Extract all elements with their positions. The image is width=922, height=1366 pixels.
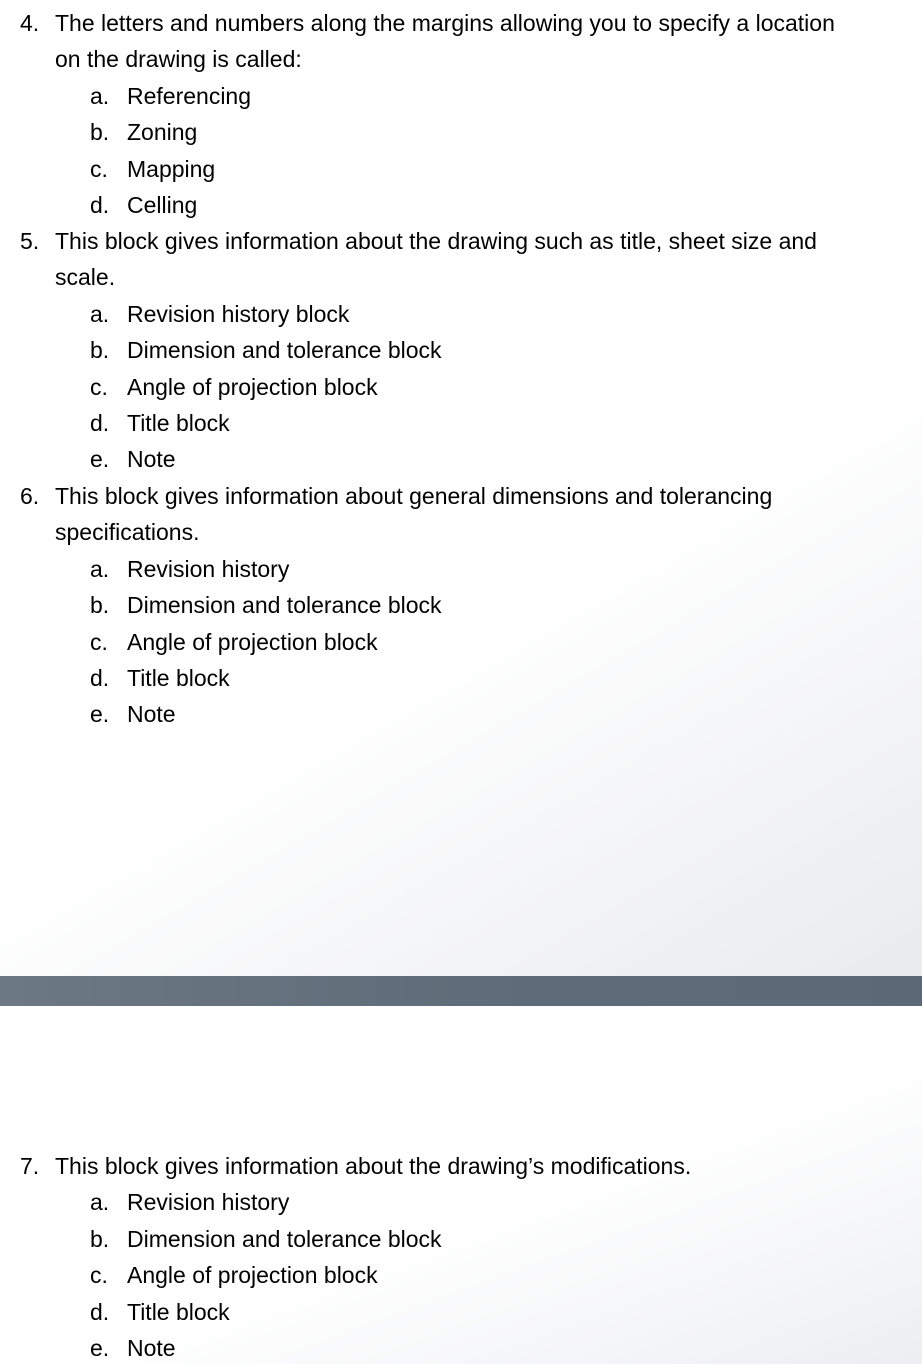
answer-option-b <box>0 114 922 150</box>
option-text: Dimension and tolerance block <box>127 1225 442 1252</box>
option-text: Title block <box>127 664 230 691</box>
question-text: specifications. <box>55 519 200 546</box>
question-line <box>0 478 922 514</box>
question-number: 7. <box>20 1153 40 1179</box>
question-line <box>0 259 922 295</box>
question-number: 4. <box>20 10 40 36</box>
option-letter: c. <box>90 373 108 400</box>
answer-option-a <box>0 296 922 332</box>
answer-option-e <box>0 696 922 732</box>
question-line <box>0 41 922 77</box>
question-line <box>0 1148 922 1184</box>
answer-option-d <box>0 1294 922 1330</box>
question-text: This block gives information about general dimensions and tolerancing <box>55 483 773 509</box>
option-letter: e. <box>90 446 110 473</box>
answer-option-b <box>0 1221 922 1257</box>
option-text: Referencing <box>127 82 252 109</box>
option-text: Angle of projection block <box>127 373 378 400</box>
answer-option-e <box>0 1330 922 1366</box>
option-text: Note <box>127 1334 176 1361</box>
option-letter: a. <box>90 1189 110 1216</box>
question-4 <box>0 5 922 223</box>
option-letter: b. <box>90 337 110 364</box>
option-text: Note <box>127 446 176 473</box>
question-line <box>0 223 922 259</box>
page-separator <box>0 976 922 1006</box>
question-number: 5. <box>20 228 40 254</box>
answer-option-a <box>0 1184 922 1220</box>
question-7 <box>0 1148 922 1366</box>
option-letter: d. <box>90 191 110 218</box>
answer-option-b <box>0 587 922 623</box>
option-letter: c. <box>90 1262 108 1289</box>
option-text: Note <box>127 701 176 728</box>
answer-option-d <box>0 187 922 223</box>
option-text: Angle of projection block <box>127 628 378 655</box>
answer-option-a <box>0 551 922 587</box>
option-letter: c. <box>90 628 108 655</box>
option-letter: a. <box>90 82 110 109</box>
answer-option-d <box>0 405 922 441</box>
option-text: Revision history <box>127 555 290 582</box>
option-letter: c. <box>90 155 108 182</box>
answer-option-b <box>0 332 922 368</box>
option-letter: d. <box>90 1298 110 1325</box>
question-text: The letters and numbers along the margins allowing you to specify a location <box>55 10 835 36</box>
option-letter: b. <box>90 119 110 146</box>
option-text: Mapping <box>127 155 216 182</box>
option-letter: a. <box>90 300 110 327</box>
option-letter: a. <box>90 555 110 582</box>
answer-option-c <box>0 1257 922 1293</box>
option-letter: b. <box>90 1225 110 1252</box>
question-line <box>0 514 922 550</box>
option-text: Dimension and tolerance block <box>127 337 442 364</box>
option-text: Angle of projection block <box>127 1262 378 1289</box>
answer-option-e <box>0 441 922 477</box>
question-text: scale. <box>55 264 116 291</box>
option-letter: e. <box>90 701 110 728</box>
question-number: 6. <box>20 483 40 509</box>
option-text: Revision history block <box>127 300 350 327</box>
answer-option-c <box>0 369 922 405</box>
answer-option-d <box>0 660 922 696</box>
option-letter: e. <box>90 1334 110 1361</box>
option-text: Dimension and tolerance block <box>127 592 442 619</box>
answer-option-a <box>0 78 922 114</box>
option-text: Celling <box>127 191 198 218</box>
option-letter: b. <box>90 592 110 619</box>
question-line <box>0 5 922 41</box>
option-text: Zoning <box>127 119 198 146</box>
question-text: This block gives information about the drawing’s modifications. <box>55 1153 692 1179</box>
question-text: on the drawing is called: <box>55 46 302 73</box>
option-text: Title block <box>127 1298 230 1325</box>
option-text: Title block <box>127 409 230 436</box>
question-6 <box>0 478 922 733</box>
answer-option-c <box>0 151 922 187</box>
option-text: Revision history <box>127 1189 290 1216</box>
question-5 <box>0 223 922 478</box>
option-letter: d. <box>90 409 110 436</box>
answer-option-c <box>0 624 922 660</box>
question-text: This block gives information about the drawing such as title, sheet size and <box>55 228 817 254</box>
option-letter: d. <box>90 664 110 691</box>
